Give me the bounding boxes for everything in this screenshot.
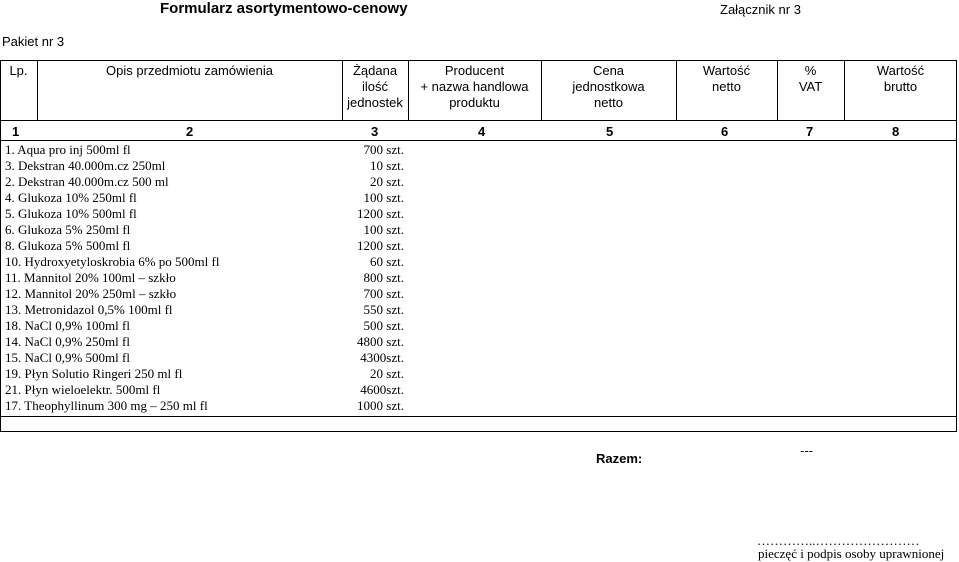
header-producer: Producent + nazwa handlowa produktu bbox=[420, 63, 529, 110]
row-description: 12. Mannitol 20% 250ml – szkło bbox=[5, 286, 177, 301]
row-description: 5. Glukoza 10% 500ml fl bbox=[5, 206, 137, 221]
column-number: 2 bbox=[186, 124, 194, 139]
row-quantity: 800 szt. bbox=[363, 270, 404, 285]
row-quantity: 700 szt. bbox=[363, 286, 404, 301]
row-quantity: 4300szt. bbox=[360, 350, 404, 365]
header-description: Opis przedmiotu zamówienia bbox=[106, 63, 273, 78]
row-description: 8. Glukoza 5% 500ml fl bbox=[5, 238, 131, 253]
header-divider bbox=[777, 60, 778, 120]
attachment-label: Załącznik nr 3 bbox=[720, 2, 801, 17]
row-description: 6. Glukoza 5% 250ml fl bbox=[5, 222, 131, 237]
header-divider bbox=[541, 60, 542, 120]
column-number: 7 bbox=[806, 124, 814, 139]
column-number: 1 bbox=[12, 124, 20, 139]
row-quantity: 550 szt. bbox=[363, 302, 404, 317]
rows-bottom-rule bbox=[0, 416, 957, 417]
row-description: 18. NaCl 0,9% 100ml fl bbox=[5, 318, 130, 333]
column-number: 4 bbox=[478, 124, 486, 139]
row-description: 2. Dekstran 40.000m.cz 500 ml bbox=[5, 174, 169, 189]
form-title: Formularz asortymentowo-cenowy bbox=[160, 0, 408, 17]
row-quantity: 500 szt. bbox=[363, 318, 404, 333]
header-quantity: Żądana ilość jednostek bbox=[347, 63, 403, 110]
total-label: Razem: bbox=[596, 451, 643, 466]
column-number: 5 bbox=[606, 124, 614, 139]
header-vat: % VAT bbox=[798, 63, 823, 94]
header-lp: Lp. bbox=[9, 63, 28, 78]
signature-label: pieczęć i podpis osoby uprawnionej bbox=[758, 546, 945, 561]
row-quantity: 700 szt. bbox=[363, 142, 404, 157]
row-description: 21. Płyn wieloelektr. 500ml fl bbox=[5, 382, 161, 397]
row-quantity: 20 szt. bbox=[370, 366, 404, 381]
column-number: 3 bbox=[371, 124, 379, 139]
row-description: 14. NaCl 0,9% 250ml fl bbox=[5, 334, 130, 349]
row-description: 19. Płyn Solutio Ringeri 250 ml fl bbox=[5, 366, 183, 381]
row-description: 17. Theophyllinum 300 mg – 250 ml fl bbox=[5, 398, 208, 413]
row-quantity: 1200 szt. bbox=[357, 206, 404, 221]
row-description: 1. Aqua pro inj 500ml fl bbox=[5, 142, 131, 157]
header-bottom-rule bbox=[0, 120, 957, 121]
header-unit-price: Cena jednostkowa netto bbox=[572, 63, 645, 110]
row-quantity: 60 szt. bbox=[370, 254, 404, 269]
row-quantity: 10 szt. bbox=[370, 158, 404, 173]
row-quantity: 20 szt. bbox=[370, 174, 404, 189]
row-description: 15. NaCl 0,9% 500ml fl bbox=[5, 350, 130, 365]
row-description: 10. Hydroxyetyloskrobia 6% po 500ml fl bbox=[5, 254, 220, 269]
header-divider bbox=[676, 60, 677, 120]
header-divider bbox=[844, 60, 845, 120]
row-description: 13. Metronidazol 0,5% 100ml fl bbox=[5, 302, 173, 317]
total-value: --- bbox=[800, 443, 813, 458]
row-quantity: 1200 szt. bbox=[357, 238, 404, 253]
signature-dots: …………..…………………… bbox=[757, 533, 920, 548]
row-quantity: 100 szt. bbox=[363, 190, 404, 205]
column-number: 6 bbox=[721, 124, 729, 139]
row-quantity: 100 szt. bbox=[363, 222, 404, 237]
number-row-rule bbox=[0, 140, 957, 141]
header-divider bbox=[408, 60, 409, 120]
row-description: 4. Glukoza 10% 250ml fl bbox=[5, 190, 137, 205]
header-net-value: Wartość netto bbox=[702, 63, 751, 94]
row-description: 11. Mannitol 20% 100ml – szkło bbox=[5, 270, 176, 285]
column-number: 8 bbox=[892, 124, 900, 139]
package-label: Pakiet nr 3 bbox=[2, 34, 65, 49]
header-divider bbox=[37, 60, 38, 120]
row-quantity: 1000 szt. bbox=[357, 398, 404, 413]
row-description: 3. Dekstran 40.000m.cz 250ml bbox=[5, 158, 166, 173]
row-quantity: 4600szt. bbox=[360, 382, 404, 397]
header-divider bbox=[342, 60, 343, 120]
header-gross-value: Wartość brutto bbox=[876, 63, 925, 94]
table-header bbox=[0, 60, 957, 120]
row-quantity: 4800 szt. bbox=[357, 334, 404, 349]
